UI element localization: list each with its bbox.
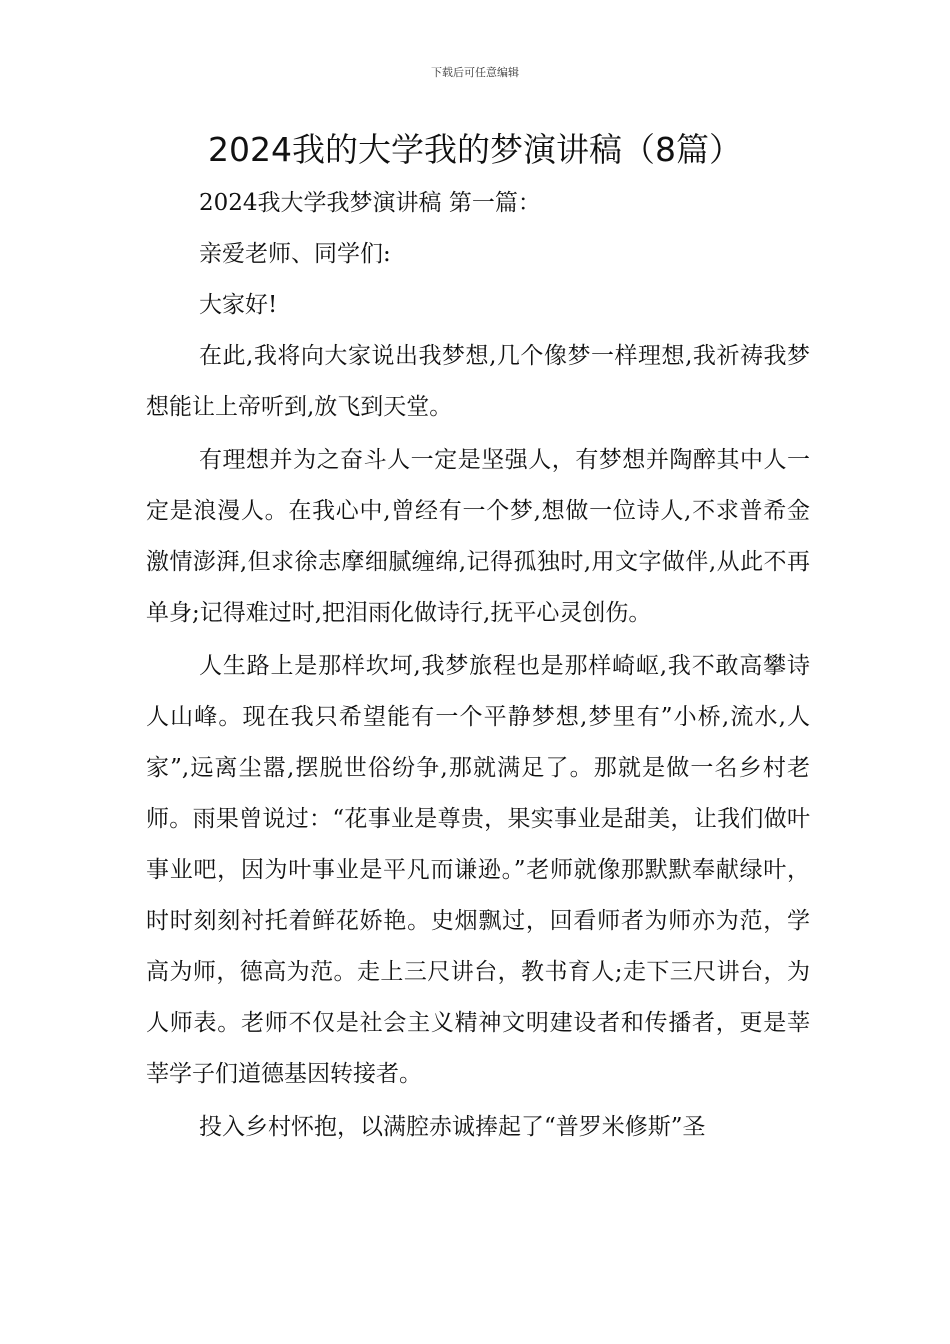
header-note: 下载后可任意编辑 [431, 66, 519, 79]
section-heading: 2024我大学我梦演讲稿 第一篇： [199, 190, 541, 216]
paragraph: 人生路上是那样坎坷,我梦旅程也是那样崎岖,我不敢高攀诗人山峰。现在我只希望能有一个平静梦想,梦里有”小桥,流水,人家”,远离尘嚣,摆脱世俗纷争,那就满足了。那就是做一名乡村老师。雨果曾说过：“花事业是尊贵，果实事业是甜美，让我们做叶事业吧，因为叶事业是平凡而谦逊。”老师就像那默默奉献绿叶，时时刻刻衬托着鲜花娇艳。史烟飘过，回看师者为师亦为范，学高为师，德高为范。走上三尺讲台，教书育人;走下三尺讲台，为人师表。老师不仅是社会主义精神文明建设者和传播者，更是莘莘学子们道德基因转接者。 [146, 653, 810, 1087]
document-title: 2024我的大学我的梦演讲稿（8篇） [208, 130, 742, 169]
salutation: 亲爱老师、同学们: [199, 241, 391, 267]
paragraph: 有理想并为之奋斗人一定是坚强人，有梦想并陶醉其中人一定是浪漫人。在我心中,曾经有一个梦,想做一位诗人,不求普希金激情澎湃,但求徐志摩细腻缠绵,记得孤独时,用文字做伴,从此不再单身;记得难过时,把泪雨化做诗行,抚平心灵创伤。 [146, 447, 810, 626]
paragraph: 投入乡村怀抱，以满腔赤诚捧起了“普罗米修斯”圣 [199, 1114, 706, 1140]
document-body [146, 178, 810, 1153]
greeting: 大家好! [199, 292, 278, 318]
paragraph: 在此,我将向大家说出我梦想,几个像梦一样理想,我祈祷我梦想能让上帝听到,放飞到天堂。 [146, 343, 810, 420]
